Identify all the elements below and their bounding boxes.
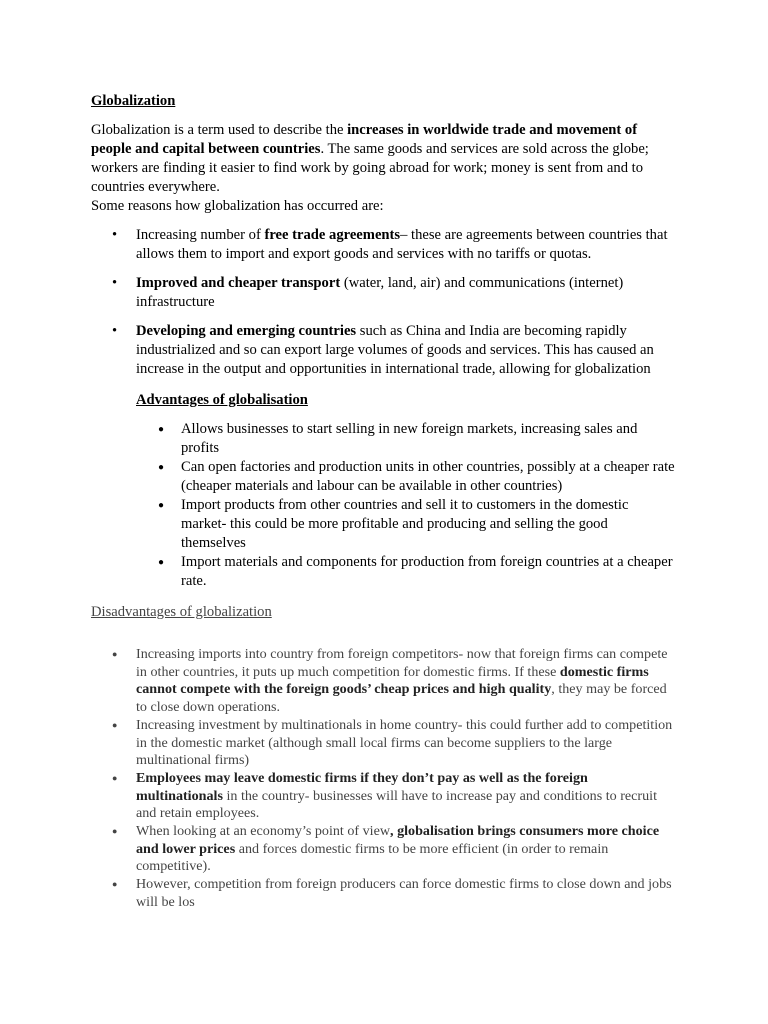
intro-text-continued: . The same goods and services are sold across the globe; workers are finding it easier to find work by going abroad for work; money is sent from and to countries everywhere.	[91, 141, 649, 195]
item-text-continued: , they may be forced to close down operations.	[136, 681, 667, 716]
list-item	[91, 876, 676, 911]
document-page	[91, 92, 676, 912]
item-bold-text: Employees may leave domestic firms if they don’t pay as well as the foreign multinationals	[136, 769, 588, 804]
intro-text: Globalization is a term used to describe the	[91, 122, 348, 138]
item-text-continued: and forces domestic firms to be more efficient (in order to remain competitive).	[136, 840, 609, 875]
item-bold-text: Developing and emerging countries	[136, 323, 357, 339]
advantages-heading: Advantages of globalisation	[136, 392, 308, 408]
advantages-list	[91, 420, 676, 591]
item-text-continued: such as China and India are becoming rapidly industrialized and so can export large volumes of goods and services. This has caused an increase in the output and opportunities in international trade, allowing for globalization	[136, 323, 654, 377]
item-text: Increasing investment by multinationals in home country- this could further add to competition in the domestic market (although small local firms can become suppliers to the large multinational firms)	[136, 716, 673, 769]
item-text-continued: in the country- businesses will have to increase pay and conditions to recruit and retain employees.	[136, 787, 657, 822]
item-text: Increasing imports into country from foreign competitors- now that foreign firms can compete in other countries, it puts up much competition for domestic firms. If these	[136, 646, 668, 680]
list-item: ● Import products from other countries and sell it to customers in the domestic market- this could be more profitable and producing and selling the good themselves	[91, 496, 676, 553]
intro-bold-text: increases in worldwide trade and movement of people and capital between countries	[91, 122, 638, 157]
list-item: ● Allows businesses to start selling in new foreign markets, increasing sales and profits	[91, 420, 676, 458]
item-text: When looking at an economy’s point of view	[136, 823, 391, 840]
item-bold-text: Improved and cheaper transport	[136, 275, 341, 291]
intro-paragraph	[91, 121, 676, 197]
item-text-continued: – these are agreements between countries that allows them to import and export goods and services with no tariffs or quotas.	[136, 227, 668, 262]
reasons-intro: Some reasons how globalization has occurred are:	[91, 198, 384, 214]
list-item: ● Can open factories and production units in other countries, possibly at a cheaper rate (cheaper materials and labour can be available in other countries)	[91, 458, 676, 496]
list-item	[91, 322, 676, 379]
list-item	[91, 226, 676, 264]
item-text-continued: (water, land, air) and communications (internet) infrastructure	[136, 275, 624, 310]
item-text: Increasing number of	[136, 227, 265, 243]
disadvantages-heading: Disadvantages of globalization	[91, 604, 272, 620]
item-bold-text: , globalisation brings consumers more choice and lower prices	[136, 823, 660, 857]
reasons-list	[91, 226, 676, 379]
list-item	[91, 646, 676, 717]
item-text: However, competition from foreign producers can force domestic firms to close down and jobs will be los	[136, 876, 672, 910]
list-item	[91, 770, 676, 823]
list-item: ● Import materials and components for production from foreign countries at a cheaper rate.	[91, 553, 676, 591]
item-bold-text: domestic firms cannot compete with the foreign goods’ cheap prices and high quality	[136, 663, 649, 698]
list-item	[91, 823, 676, 876]
page-title: Globalization	[91, 93, 176, 109]
list-item	[91, 717, 676, 770]
item-bold-text: free trade agreements	[264, 227, 401, 243]
list-item	[91, 274, 676, 312]
disadvantages-list	[91, 646, 676, 912]
